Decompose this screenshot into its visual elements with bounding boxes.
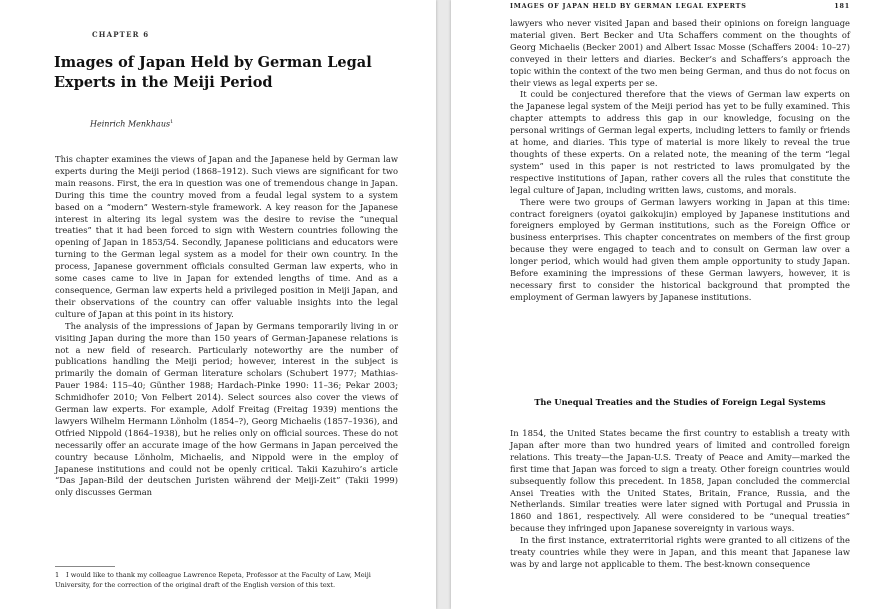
- left-body-text: [55, 154, 398, 499]
- paragraph: In 1854, the United States became the first country to establish a treaty with Japan after more than two hundred years of limited and controlled foreign relations. This treaty—the Japan-U.S. Treaty of Peace and Amity—marked the first time that Japan was forced to sign a treaty. Other foreign countries would subsequently follow this precedent. In 1858, Japan concluded the commercial Ansei Treaties with the United States, Britain, France, Russia, and the Netherlands. Similar treaties were later signed with Portugal and Prussia in 1860 and 1861, respectively. All were considered to be “unequal treaties” because they infringed upon Japanese sovereignty in various ways.: [510, 428, 850, 534]
- footnote: [55, 571, 400, 590]
- author-name: Heinrich Menkhaus: [90, 119, 171, 129]
- page-number: 181: [834, 2, 850, 10]
- author-footnote-mark: 1: [170, 119, 174, 125]
- paragraph: In the first instance, extraterritorial rights were granted to all citizens of the treaty countries while they were in Japan, and this meant that Japanese law was by and large not applicable to them. The best-known consequence: [510, 535, 850, 569]
- footnote-number: 1: [55, 571, 60, 579]
- footnote-rule: [55, 566, 115, 567]
- section-heading: The Unequal Treaties and the Studies of Foreign Legal Systems: [534, 397, 826, 407]
- running-head: [510, 2, 850, 10]
- paragraph: lawyers who never visited Japan and based their opinions on foreign language material given. Bert Becker and Uta Schaffers comment on the thoughts of Georg Michaelis (Becker 2001) and Albert Issac Mosse (Schaffers 2004: 10–27) conveyed in their letters and diaries. Becker’s and Schaffers’s approach the topic within the context of the two men being German, and thus do not focus on their views as legal experts per se.: [510, 18, 850, 88]
- chapter-label: CHAPTER 6: [92, 30, 150, 39]
- right-body-text-top: [510, 18, 850, 304]
- left-page: [0, 0, 436, 609]
- footnote-text: I would like to thank my colleague Lawrence Repeta, Professor at the Faculty of Law, Meiji University, for the correction of the original draft of the English version of this text.: [55, 571, 371, 589]
- chapter-title: Images of Japan Held by German Legal Experts in the Meiji Period: [54, 54, 372, 91]
- paragraph: This chapter examines the views of Japan and the Japanese held by German law experts during the Meiji period (1868–1912). Such views are significant for two main reasons. First, the era in question was one of tremendous change in Japan. During this time the country moved from a feudal legal system to a system based on a “modern” Western-style framework. A key reason for the Japanese interest in altering its legal system was the desire to revise the “unequal treaties” that it had been forced to sign with Western countries following the opening of Japan in 1853/54. Secondly, Japanese politicians and educators were turning to the German legal system as a model for their own country. In the process, Japanese government officials consulted German law experts, who in some cases came to live in Japan for extended lengths of time. And as a consequence, German law experts held a privileged position in Meiji Japan, and their observations of the country can offer valuable insights into the legal culture of Japan at this point in its history.: [55, 154, 398, 319]
- right-page: [451, 0, 887, 609]
- author: [90, 119, 173, 129]
- right-body-text-bottom: [510, 428, 850, 571]
- paragraph: It could be conjectured therefore that the views of German law experts on the Japanese legal system of the Meiji period has yet to be fully examined. This chapter attempts to address this gap in our knowledge, focusing on the personal writings of German legal experts, including letters to family or friends at home, and diaries. This type of material is more likely to reveal the true thoughts of these experts. On a related note, the meaning of the term “legal system” used in this paper is not restricted to laws promulgated by the respective institutions of Japan, rather covers all the rules that constitute the legal culture of Japan, including written laws, customs, and morals.: [510, 89, 850, 195]
- paragraph: The analysis of the impressions of Japan by Germans temporarily living in or visiting Japan during the more than 150 years of German-Japanese relations is not a new field of research. Particularly noteworthy are the number of publications handling the Meiji period; however, interest in the subject is primarily the domain of German literature scholars (Schubert 1977; Mathias-Pauer 1984: 115–40; Günther 1988; Hardach-Pinke 1990: 11–36; Pekar 2003; Schmidhofer 2010; Von Felbert 2014). Select sources also cover the views of German law experts. For example, Adolf Freitag (Freitag 1939) mentions the lawyers Wilhelm Hermann Lönholm (1854–?), Georg Michaelis (1857–1936), and Otfried Nippold (1864–1938), but he relies only on official sources. These do not necessarily offer an accurate image of the how Germans in Japan perceived the country because Lönholm, Michaelis, and Nippold were in the employ of Japanese institutions and could not be openly critical. Takii Kazuhiro’s article “Das Japan-Bild der deutschen Juristen während der Meiji-Zeit” (Takii 1999) only discusses German: [55, 320, 398, 498]
- paragraph: There were two groups of German lawyers working in Japan at this time: contract foreigners (oyatoi gaikokujin) employed by Japanese institutions and foreigners employed by German institutions, such as the Foreign Office or business enterprises. This chapter concentrates on members of the first group because they were engaged to teach and to consult on German law over a longer period, which would had given them ample opportunity to study Japan. Before examining the impressions of these German lawyers, however, it is necessary first to consider the historical background that prompted the employment of German lawyers by Japanese institutions.: [510, 196, 850, 302]
- running-head-title: IMAGES OF JAPAN HELD BY GERMAN LEGAL EXPERTS: [510, 2, 747, 10]
